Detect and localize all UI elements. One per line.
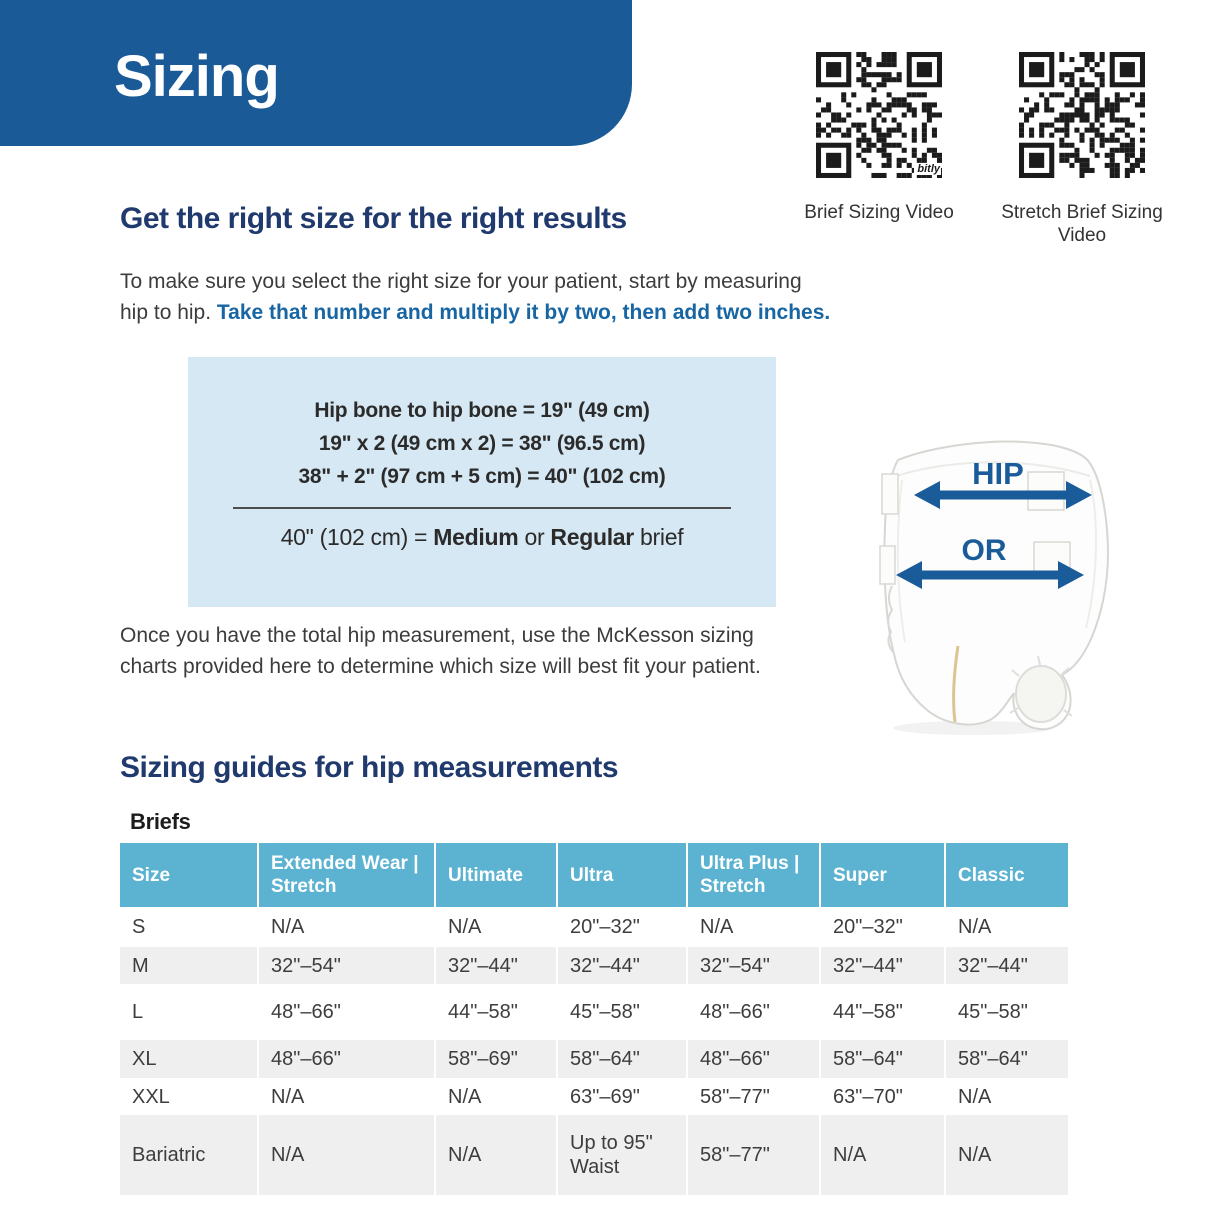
size-range-cell: N/A <box>435 907 557 947</box>
brief-illustration <box>868 418 1120 736</box>
size-range-cell: 48"–66" <box>687 1040 820 1078</box>
size-range-cell: 32"–44" <box>435 947 557 984</box>
size-range-cell: 58"–64" <box>958 1048 1028 1070</box>
size-range-cell: 32"–44" <box>820 947 945 984</box>
size-range-cell: 58"–64" <box>557 1040 687 1078</box>
size-range-cell: 20"–32" <box>557 907 687 947</box>
leg-opening <box>1016 666 1066 722</box>
note-line2: charts provided here to determine which size will best fit your patient. <box>120 655 761 678</box>
qr-label-brief-sizing: Brief Sizing Video <box>804 202 954 223</box>
page-banner <box>0 0 632 146</box>
size-range-cell: N/A <box>435 1078 557 1115</box>
calc-result-prefix: 40" (102 cm) = <box>280 524 434 550</box>
size-range-cell: 58"–69" <box>435 1040 557 1078</box>
calc-example-box <box>188 357 776 607</box>
brief-measurement-diagram <box>868 418 1120 736</box>
table-header-row <box>120 843 1068 907</box>
qr-code-brief-sizing-icon <box>816 52 942 178</box>
table-row <box>120 984 1068 1040</box>
briefs-table-container <box>120 843 1068 1195</box>
size-range-cell: Up to 95" Waist <box>557 1115 687 1195</box>
size-range-cell: N/A <box>820 1115 945 1195</box>
calc-result-medium: Medium <box>433 524 519 550</box>
size-range-cell: N/A <box>958 1085 992 1108</box>
size-range-cell: 32"–54" <box>258 947 435 984</box>
qr-figure-brief-sizing <box>789 52 969 224</box>
row-size-label: M <box>120 947 258 984</box>
intro-line2: hip to hip. <box>120 301 217 324</box>
column-header: Ultimate <box>435 843 557 907</box>
briefs-subheading: Briefs <box>130 809 191 834</box>
tape-tab-left-bottom <box>880 546 895 584</box>
row-size-label: XL <box>120 1040 258 1078</box>
size-range-cell: N/A <box>958 916 992 938</box>
table-row <box>120 1040 1068 1078</box>
column-header: Ultra Plus | Stretch <box>687 843 820 907</box>
size-range-cell: 48"–66" <box>687 984 820 1040</box>
size-range-cell: N/A <box>958 1144 992 1166</box>
size-range-cell: 48"–66" <box>258 984 435 1040</box>
calc-result <box>188 524 776 551</box>
size-range-cell: 20"–32" <box>820 907 945 947</box>
table-row <box>120 1115 1068 1195</box>
guides-heading: Sizing guides for hip measurements <box>120 751 619 784</box>
size-range-cell: 45"–58" <box>958 1001 1028 1023</box>
column-header: Classic <box>945 843 1068 907</box>
column-header: Size <box>120 843 258 907</box>
row-size-label: L <box>120 984 258 1040</box>
row-size-label: Bariatric <box>120 1115 258 1195</box>
column-header: Extended Wear | Stretch <box>258 843 435 907</box>
intro-paragraph <box>120 266 910 328</box>
calc-line-2: 19" x 2 (49 cm x 2) = 38" (96.5 cm) <box>318 432 646 455</box>
size-range-cell: N/A <box>258 1115 435 1195</box>
calc-line-1: Hip bone to hip bone = 19" (49 cm) <box>314 399 650 422</box>
column-header: Super <box>820 843 945 907</box>
bitly-logo: bitly <box>914 163 941 175</box>
briefs-sizing-table <box>120 843 1068 1195</box>
qr-pattern-icon <box>816 52 942 178</box>
qr-code-stretch-brief-sizing-icon <box>1019 52 1145 178</box>
intro-line1: To make sure you select the right size for your patient, start by measuring <box>120 270 802 293</box>
size-range-cell: N/A <box>258 907 435 947</box>
size-range-cell: 32"–54" <box>687 947 820 984</box>
size-range-cell: N/A <box>435 1115 557 1195</box>
qr-pattern-icon <box>1019 52 1145 178</box>
calc-line-3: 38" + 2" (97 cm + 5 cm) = 40" (102 cm) <box>298 465 666 488</box>
size-range-cell: N/A <box>687 907 820 947</box>
row-size-label: XXL <box>120 1078 258 1115</box>
qr-figure-stretch-brief-sizing <box>992 52 1172 247</box>
size-range-cell: 45"–58" <box>557 984 687 1040</box>
size-range-cell: 32"–44" <box>557 947 687 984</box>
calc-result-regular: Regular <box>550 524 634 550</box>
size-range-cell: 48"–66" <box>258 1040 435 1078</box>
qr-label-stretch-brief-sizing: Stretch Brief Sizing Video <box>1001 202 1163 246</box>
size-range-cell: 44"–58" <box>820 984 945 1040</box>
intro-emphasis: Take that number and multiply it by two, then add two inches. <box>216 301 831 324</box>
table-row <box>120 907 1068 947</box>
table-row <box>120 947 1068 984</box>
calc-result-suffix: brief <box>633 524 684 550</box>
size-range-cell: 63"–70" <box>820 1078 945 1115</box>
note-line1: Once you have the total hip measurement, use the McKesson sizing <box>120 624 754 647</box>
size-range-cell: 58"–77" <box>687 1078 820 1115</box>
size-range-cell: 58"–64" <box>820 1040 945 1078</box>
or-label: OR <box>961 534 1007 567</box>
size-range-cell: 44"–58" <box>435 984 557 1040</box>
size-range-cell: 63"–69" <box>557 1078 687 1115</box>
row-size-label: S <box>120 907 258 947</box>
size-range-cell: 58"–77" <box>687 1115 820 1195</box>
size-range-cell: N/A <box>258 1078 435 1115</box>
hip-label: HIP <box>972 456 1024 491</box>
tape-tab-left-top <box>882 474 898 514</box>
page-title: Sizing <box>114 44 279 109</box>
calc-result-or: or <box>518 524 551 550</box>
table-row <box>120 1078 1068 1115</box>
column-header: Ultra <box>557 843 687 907</box>
size-range-cell: 32"–44" <box>958 954 1028 977</box>
note-paragraph <box>120 620 860 682</box>
calc-divider <box>233 507 731 509</box>
intro-heading: Get the right size for the right results <box>120 202 627 235</box>
